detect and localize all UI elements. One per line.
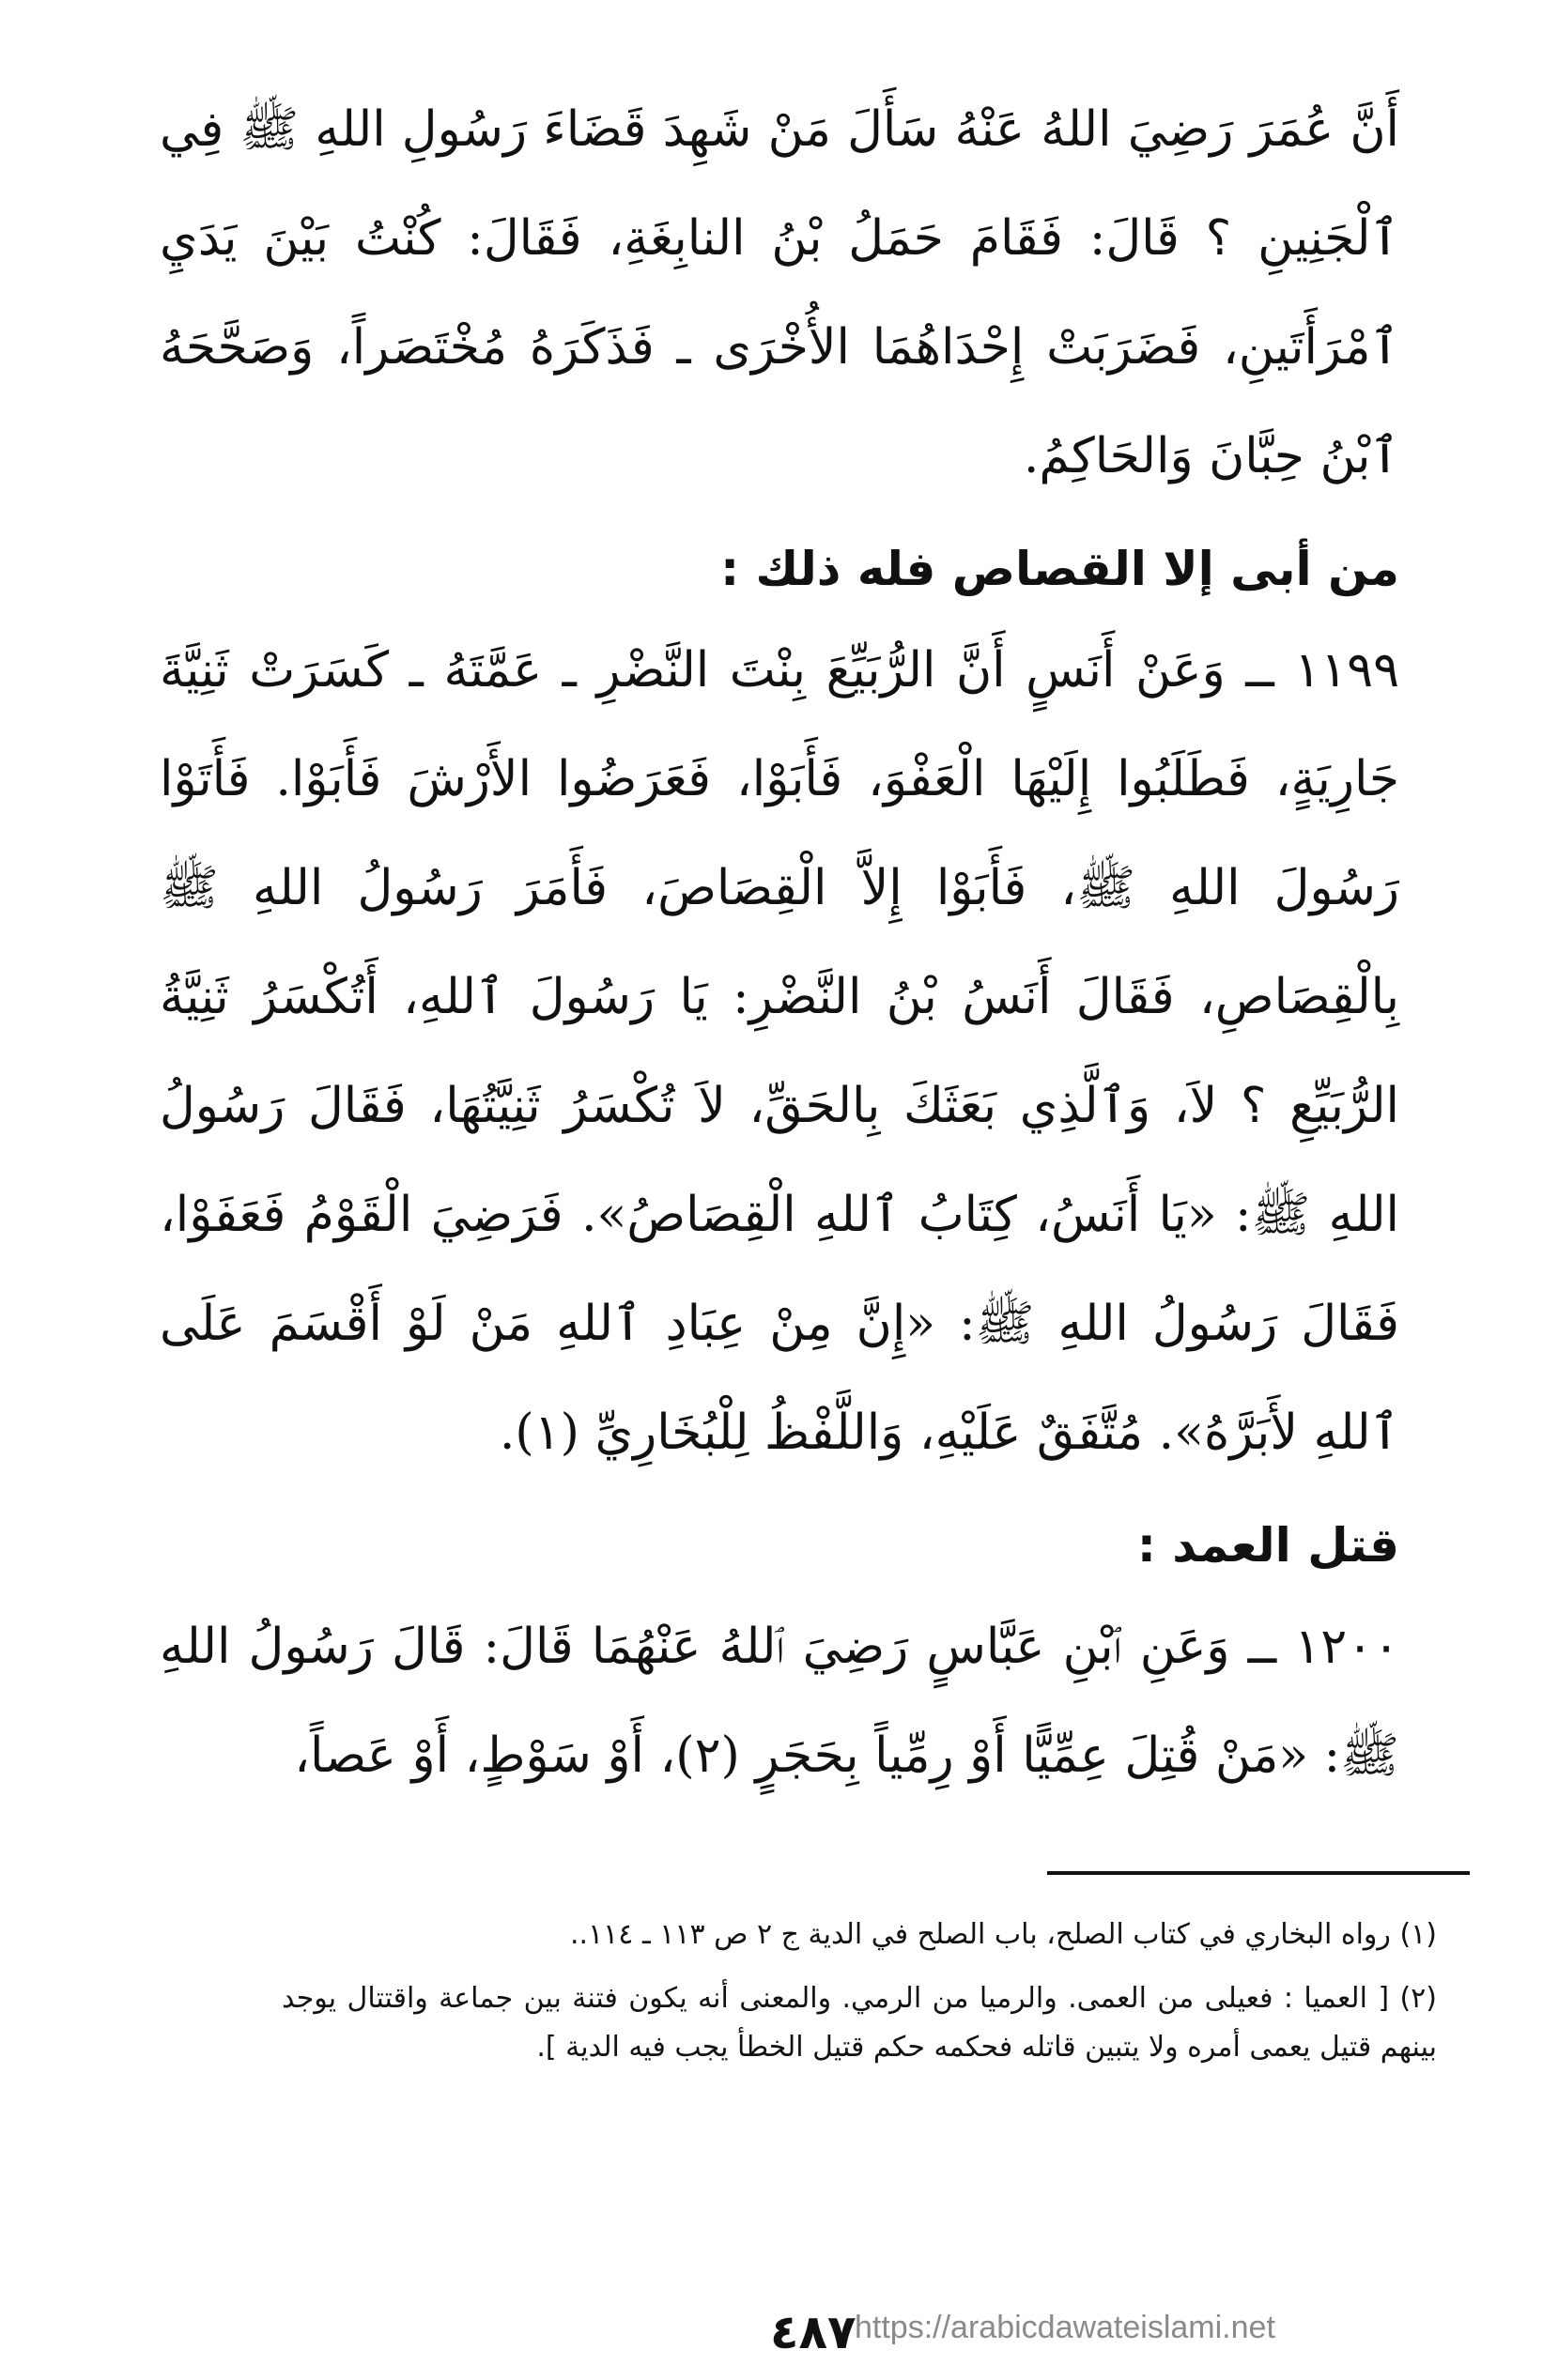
hadith-1200-paragraph: ١٢٠٠ ــ وَعَنِ ٱبْنِ عَبَّاسٍ رَضِيَ ٱللهُ عَنْهُمَا قَالَ: قَالَ رَسُولُ اللهِ ﷺ: «مَنْ قُتِلَ عِمِّيًّا أَوْ رِمِّياً بِحَجَرٍ (٢)، أَوْ سَوْطٍ، أَوْ عَصاً، <box>160 1619 1399 1784</box>
footnote-1: (١) رواه البخاري في كتاب الصلح، باب الصلح في الدية ج ٢ ص ١١٣ ـ ١١٤.. <box>569 1918 1437 1951</box>
footnote-divider <box>1047 1871 1470 1875</box>
footnotes <box>282 1911 1437 2087</box>
footnote-2: (٢) [ العميا : فعيلى من العمى. والرميا من الرمي. والمعنى أنه يكون فتنة بين جماعة واقتتال يوجد بينهم قتيل يعمى أمره ولا يتبين قاتله فحكمه حكم قتيل الخطأ يجب فيه الدية ]. <box>282 1982 1437 2064</box>
page-body <box>160 75 1399 1810</box>
hadith-1199-paragraph: ١١٩٩ ــ وَعَنْ أَنَسٍ أَنَّ الرُّبَيِّعَ بِنْتَ النَّضْرِ ـ عَمَّتَهُ ـ كَسَرَتْ ثَنِيَّةَ جَارِيَةٍ، فَطَلَبُوا إِلَيْهَا الْعَفْوَ، فَأَبَوْا، فَعَرَضُوا الأَرْشَ فَأَبَوْا. فَأَتَوْا رَسُولَ اللهِ ﷺ، فَأَبَوْا إِلاَّ الْقِصَاصَ، فَأَمَرَ رَسُولُ اللهِ ﷺ بِالْقِصَاصِ، فَقَالَ أَنَسُ بْنُ النَّضْرِ: يَا رَسُولَ ٱللهِ، أَتُكْسَرُ ثَنِيَّةُ الرُّبَيِّعِ ؟ لاَ، وَٱلَّذِي بَعَثَكَ بِالحَقِّ، لاَ تُكْسَرُ ثَنِيَّتُهَا، فَقَالَ رَسُولُ اللهِ ﷺ: «يَا أَنَسُ، كِتَابُ ٱللهِ الْقِصَاصُ». فَرَضِيَ الْقَوْمُ فَعَفَوْا، فَقَالَ رَسُولُ اللهِ ﷺ: «إِنَّ مِنْ عِبَادِ ٱللهِ مَنْ لَوْ أَقْسَمَ عَلَى ٱللهِ لأَبَرَّهُ». مُتَّفَقٌ عَلَيْهِ، وَاللَّفْظُ لِلْبُخَارِيِّ (١). <box>160 642 1399 1461</box>
watermark-url: https://arabicdawateislami.net <box>855 2310 1275 2345</box>
intro-paragraph: أَنَّ عُمَرَ رَضِيَ اللهُ عَنْهُ سَأَلَ مَنْ شَهِدَ قَضَاءَ رَسُولِ اللهِ ﷺ فِي ٱلْجَنِينِ ؟ قَالَ: فَقَامَ حَمَلُ بْنُ النابِغَةِ، فَقَالَ: كُنْتُ بَيْنَ يَدَيِ ٱمْرَأَتَينِ، فَضَرَبَتْ إِحْدَاهُمَا الأُخْرَى ـ فَذَكَرَهُ مُخْتَصَراً، وَصَحَّحَهُ ٱبْنُ حِبَّانَ وَالحَاكِمُ. <box>160 101 1399 484</box>
heading-intentional-killing: قتل العمد : <box>1136 1518 1399 1573</box>
page-number: ٤٨٧ <box>770 2305 856 2359</box>
heading-refusal: من أبى إلا القصاص فله ذلك : <box>720 542 1399 596</box>
